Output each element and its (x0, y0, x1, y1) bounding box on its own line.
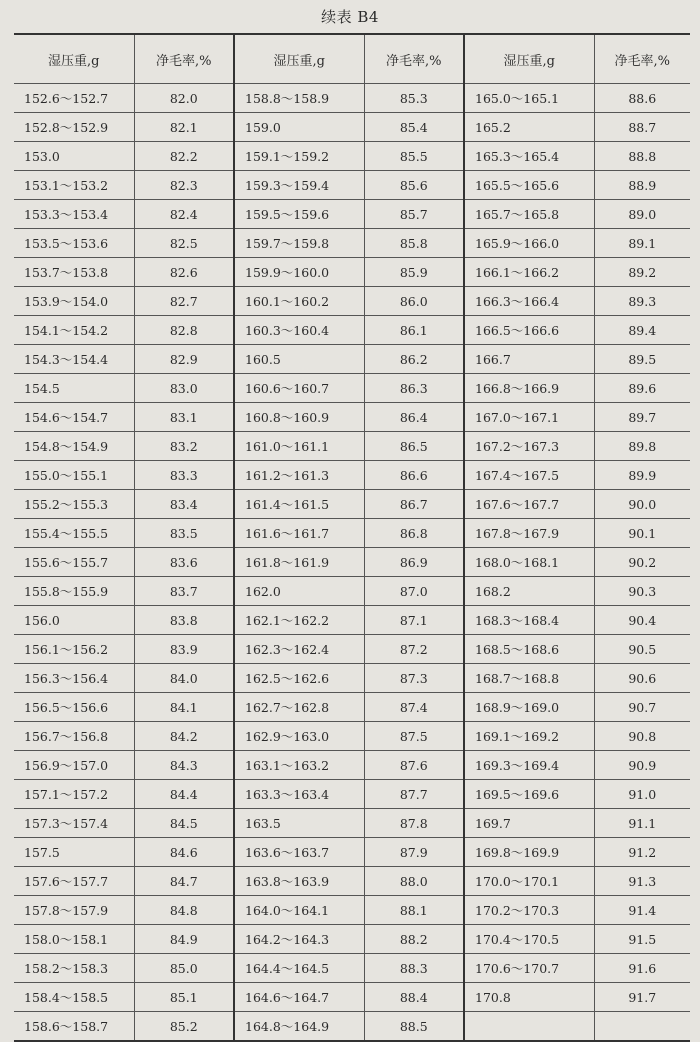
rate-cell: 83.5 (134, 519, 234, 548)
weight-cell: 165.9～166.0 (464, 229, 594, 258)
table-row (14, 751, 690, 780)
rate-cell: 88.5 (364, 1012, 464, 1042)
table-row (14, 693, 690, 722)
weight-cell: 165.0～165.1 (464, 84, 594, 113)
rate-cell (594, 1012, 690, 1042)
rate-cell: 82.9 (134, 345, 234, 374)
weight-cell: 162.9～163.0 (234, 722, 364, 751)
col-header-rate: 净毛率,% (134, 34, 234, 84)
rate-cell: 87.0 (364, 577, 464, 606)
weight-cell: 168.7～168.8 (464, 664, 594, 693)
weight-cell: 153.1～153.2 (14, 171, 134, 200)
weight-cell: 153.7～153.8 (14, 258, 134, 287)
table-row (14, 374, 690, 403)
weight-cell: 154.5 (14, 374, 134, 403)
weight-cell: 156.0 (14, 606, 134, 635)
rate-cell: 82.5 (134, 229, 234, 258)
weight-cell: 169.8～169.9 (464, 838, 594, 867)
weight-cell: 169.7 (464, 809, 594, 838)
weight-cell: 158.4～158.5 (14, 983, 134, 1012)
rate-cell: 90.3 (594, 577, 690, 606)
rate-cell: 85.7 (364, 200, 464, 229)
rate-cell: 85.1 (134, 983, 234, 1012)
weight-cell: 155.2～155.3 (14, 490, 134, 519)
table-row (14, 519, 690, 548)
weight-cell: 158.0～158.1 (14, 925, 134, 954)
weight-cell: 155.0～155.1 (14, 461, 134, 490)
rate-cell: 88.1 (364, 896, 464, 925)
weight-cell: 168.0～168.1 (464, 548, 594, 577)
rate-cell: 90.2 (594, 548, 690, 577)
table-row (14, 490, 690, 519)
table-row (14, 461, 690, 490)
weight-cell: 164.2～164.3 (234, 925, 364, 954)
rate-cell: 90.1 (594, 519, 690, 548)
table-row (14, 809, 690, 838)
rate-cell: 83.4 (134, 490, 234, 519)
rate-cell: 84.8 (134, 896, 234, 925)
weight-cell: 153.3～153.4 (14, 200, 134, 229)
rate-cell: 82.6 (134, 258, 234, 287)
weight-cell: 167.2～167.3 (464, 432, 594, 461)
weight-cell: 153.5～153.6 (14, 229, 134, 258)
rate-cell: 85.9 (364, 258, 464, 287)
table-row (14, 200, 690, 229)
rate-cell: 86.9 (364, 548, 464, 577)
rate-cell: 86.0 (364, 287, 464, 316)
weight-cell: 155.6～155.7 (14, 548, 134, 577)
weight-cell: 160.3～160.4 (234, 316, 364, 345)
rate-cell: 89.4 (594, 316, 690, 345)
weight-cell: 157.1～157.2 (14, 780, 134, 809)
weight-cell: 156.5～156.6 (14, 693, 134, 722)
rate-cell: 83.9 (134, 635, 234, 664)
weight-cell: 167.0～167.1 (464, 403, 594, 432)
rate-cell: 83.0 (134, 374, 234, 403)
weight-cell: 163.1～163.2 (234, 751, 364, 780)
rate-cell: 84.2 (134, 722, 234, 751)
rate-cell: 84.1 (134, 693, 234, 722)
rate-cell: 85.5 (364, 142, 464, 171)
weight-cell: 169.1～169.2 (464, 722, 594, 751)
rate-cell: 87.1 (364, 606, 464, 635)
weight-cell: 163.5 (234, 809, 364, 838)
weight-cell: 170.8 (464, 983, 594, 1012)
weight-cell: 162.5～162.6 (234, 664, 364, 693)
rate-cell: 88.4 (364, 983, 464, 1012)
rate-cell: 86.8 (364, 519, 464, 548)
weight-cell: 162.1～162.2 (234, 606, 364, 635)
weight-cell: 161.6～161.7 (234, 519, 364, 548)
col-header-weight: 湿压重,g (464, 34, 594, 84)
weight-cell: 164.4～164.5 (234, 954, 364, 983)
table-row (14, 432, 690, 461)
rate-cell: 83.8 (134, 606, 234, 635)
weight-cell: 170.2～170.3 (464, 896, 594, 925)
weight-cell: 165.3～165.4 (464, 142, 594, 171)
weight-cell: 168.2 (464, 577, 594, 606)
weight-cell: 166.5～166.6 (464, 316, 594, 345)
weight-cell: 169.3～169.4 (464, 751, 594, 780)
weight-cell: 155.4～155.5 (14, 519, 134, 548)
weight-cell: 161.2～161.3 (234, 461, 364, 490)
weight-cell: 153.0 (14, 142, 134, 171)
rate-cell: 82.1 (134, 113, 234, 142)
rate-cell: 91.0 (594, 780, 690, 809)
weight-cell: 160.5 (234, 345, 364, 374)
rate-cell: 84.4 (134, 780, 234, 809)
weight-cell: 159.7～159.8 (234, 229, 364, 258)
weight-cell: 168.5～168.6 (464, 635, 594, 664)
table-row (14, 896, 690, 925)
weight-cell: 167.8～167.9 (464, 519, 594, 548)
rate-cell: 86.6 (364, 461, 464, 490)
weight-cell: 166.3～166.4 (464, 287, 594, 316)
weight-cell: 167.4～167.5 (464, 461, 594, 490)
table-row (14, 722, 690, 751)
rate-cell: 83.6 (134, 548, 234, 577)
rate-cell: 90.4 (594, 606, 690, 635)
weight-cell: 154.8～154.9 (14, 432, 134, 461)
rate-cell: 87.9 (364, 838, 464, 867)
rate-cell: 91.4 (594, 896, 690, 925)
table-row (14, 113, 690, 142)
table-row (14, 954, 690, 983)
table-row (14, 316, 690, 345)
weight-cell: 161.0～161.1 (234, 432, 364, 461)
table-row (14, 258, 690, 287)
rate-cell: 87.3 (364, 664, 464, 693)
weight-cell: 162.0 (234, 577, 364, 606)
weight-cell: 164.0～164.1 (234, 896, 364, 925)
weight-cell: 154.3～154.4 (14, 345, 134, 374)
weight-cell: 164.6～164.7 (234, 983, 364, 1012)
rate-cell: 87.6 (364, 751, 464, 780)
conversion-table (14, 33, 690, 1042)
weight-cell: 166.1～166.2 (464, 258, 594, 287)
header-row (14, 34, 690, 84)
weight-cell: 167.6～167.7 (464, 490, 594, 519)
weight-cell: 154.1～154.2 (14, 316, 134, 345)
weight-cell: 163.6～163.7 (234, 838, 364, 867)
rate-cell: 85.8 (364, 229, 464, 258)
rate-cell: 89.1 (594, 229, 690, 258)
rate-cell: 86.4 (364, 403, 464, 432)
weight-cell: 158.8～158.9 (234, 84, 364, 113)
rate-cell: 89.2 (594, 258, 690, 287)
rate-cell: 90.0 (594, 490, 690, 519)
weight-cell: 162.3～162.4 (234, 635, 364, 664)
table-row (14, 577, 690, 606)
rate-cell: 85.0 (134, 954, 234, 983)
rate-cell: 87.7 (364, 780, 464, 809)
table-row (14, 84, 690, 113)
rate-cell: 85.6 (364, 171, 464, 200)
rate-cell: 91.5 (594, 925, 690, 954)
weight-cell: 165.7～165.8 (464, 200, 594, 229)
weight-cell: 156.7～156.8 (14, 722, 134, 751)
weight-cell: 160.6～160.7 (234, 374, 364, 403)
rate-cell: 85.2 (134, 1012, 234, 1042)
rate-cell: 88.8 (594, 142, 690, 171)
weight-cell: 155.8～155.9 (14, 577, 134, 606)
table-row (14, 229, 690, 258)
rate-cell: 88.0 (364, 867, 464, 896)
weight-cell: 157.6～157.7 (14, 867, 134, 896)
rate-cell: 89.8 (594, 432, 690, 461)
weight-cell: 154.6～154.7 (14, 403, 134, 432)
weight-cell: 163.8～163.9 (234, 867, 364, 896)
rate-cell: 91.1 (594, 809, 690, 838)
weight-cell: 160.8～160.9 (234, 403, 364, 432)
rate-cell: 82.4 (134, 200, 234, 229)
rate-cell: 82.3 (134, 171, 234, 200)
rate-cell: 86.5 (364, 432, 464, 461)
rate-cell: 91.3 (594, 867, 690, 896)
weight-cell: 164.8～164.9 (234, 1012, 364, 1042)
table-row (14, 925, 690, 954)
col-header-weight: 湿压重,g (234, 34, 364, 84)
rate-cell: 82.2 (134, 142, 234, 171)
weight-cell: 152.6～152.7 (14, 84, 134, 113)
rate-cell: 89.7 (594, 403, 690, 432)
weight-cell: 161.4～161.5 (234, 490, 364, 519)
rate-cell: 88.3 (364, 954, 464, 983)
table-row (14, 635, 690, 664)
weight-cell: 160.1～160.2 (234, 287, 364, 316)
weight-cell: 159.0 (234, 113, 364, 142)
rate-cell: 88.2 (364, 925, 464, 954)
weight-cell: 169.5～169.6 (464, 780, 594, 809)
rate-cell: 87.8 (364, 809, 464, 838)
rate-cell: 82.8 (134, 316, 234, 345)
weight-cell: 156.3～156.4 (14, 664, 134, 693)
table-row (14, 1012, 690, 1042)
rate-cell: 84.5 (134, 809, 234, 838)
table-row (14, 867, 690, 896)
weight-cell: 163.3～163.4 (234, 780, 364, 809)
table-row (14, 403, 690, 432)
table-row (14, 983, 690, 1012)
weight-cell: 159.9～160.0 (234, 258, 364, 287)
col-header-rate: 净毛率,% (594, 34, 690, 84)
rate-cell: 84.6 (134, 838, 234, 867)
weight-cell: 170.6～170.7 (464, 954, 594, 983)
weight-cell: 170.0～170.1 (464, 867, 594, 896)
rate-cell: 89.5 (594, 345, 690, 374)
rate-cell: 84.7 (134, 867, 234, 896)
table-row (14, 142, 690, 171)
weight-cell: 156.9～157.0 (14, 751, 134, 780)
col-header-weight: 湿压重,g (14, 34, 134, 84)
weight-cell: 168.9～169.0 (464, 693, 594, 722)
rate-cell: 89.6 (594, 374, 690, 403)
rate-cell: 86.3 (364, 374, 464, 403)
rate-cell: 86.7 (364, 490, 464, 519)
rate-cell: 85.4 (364, 113, 464, 142)
rate-cell: 83.2 (134, 432, 234, 461)
table-row (14, 838, 690, 867)
weight-cell: 158.2～158.3 (14, 954, 134, 983)
table-title: 续表 B4 (321, 8, 379, 26)
table-row (14, 548, 690, 577)
weight-cell: 165.2 (464, 113, 594, 142)
rate-cell: 82.7 (134, 287, 234, 316)
weight-cell (464, 1012, 594, 1042)
weight-cell: 157.5 (14, 838, 134, 867)
weight-cell: 153.9～154.0 (14, 287, 134, 316)
weight-cell: 159.3～159.4 (234, 171, 364, 200)
weight-cell: 157.3～157.4 (14, 809, 134, 838)
rate-cell: 90.9 (594, 751, 690, 780)
weight-cell: 158.6～158.7 (14, 1012, 134, 1042)
table-row (14, 345, 690, 374)
rate-cell: 87.5 (364, 722, 464, 751)
weight-cell: 156.1～156.2 (14, 635, 134, 664)
weight-cell: 152.8～152.9 (14, 113, 134, 142)
weight-cell: 168.3～168.4 (464, 606, 594, 635)
rate-cell: 83.3 (134, 461, 234, 490)
weight-cell: 157.8～157.9 (14, 896, 134, 925)
rate-cell: 89.0 (594, 200, 690, 229)
rate-cell: 84.3 (134, 751, 234, 780)
rate-cell: 88.9 (594, 171, 690, 200)
weight-cell: 166.8～166.9 (464, 374, 594, 403)
rate-cell: 90.7 (594, 693, 690, 722)
rate-cell: 87.4 (364, 693, 464, 722)
weight-cell: 162.7～162.8 (234, 693, 364, 722)
rate-cell: 91.2 (594, 838, 690, 867)
rate-cell: 88.6 (594, 84, 690, 113)
rate-cell: 82.0 (134, 84, 234, 113)
rate-cell: 88.7 (594, 113, 690, 142)
table-row (14, 664, 690, 693)
rate-cell: 90.5 (594, 635, 690, 664)
rate-cell: 90.6 (594, 664, 690, 693)
table-row (14, 780, 690, 809)
rate-cell: 83.7 (134, 577, 234, 606)
rate-cell: 84.9 (134, 925, 234, 954)
weight-cell: 165.5～165.6 (464, 171, 594, 200)
table-row (14, 606, 690, 635)
rate-cell: 84.0 (134, 664, 234, 693)
weight-cell: 159.1～159.2 (234, 142, 364, 171)
weight-cell: 166.7 (464, 345, 594, 374)
table-row (14, 171, 690, 200)
weight-cell: 159.5～159.6 (234, 200, 364, 229)
rate-cell: 85.3 (364, 84, 464, 113)
rate-cell: 86.2 (364, 345, 464, 374)
rate-cell: 87.2 (364, 635, 464, 664)
col-header-rate: 净毛率,% (364, 34, 464, 84)
rate-cell: 91.6 (594, 954, 690, 983)
rate-cell: 91.7 (594, 983, 690, 1012)
rate-cell: 90.8 (594, 722, 690, 751)
rate-cell: 83.1 (134, 403, 234, 432)
weight-cell: 170.4～170.5 (464, 925, 594, 954)
table-row (14, 287, 690, 316)
rate-cell: 89.3 (594, 287, 690, 316)
rate-cell: 86.1 (364, 316, 464, 345)
weight-cell: 161.8～161.9 (234, 548, 364, 577)
rate-cell: 89.9 (594, 461, 690, 490)
